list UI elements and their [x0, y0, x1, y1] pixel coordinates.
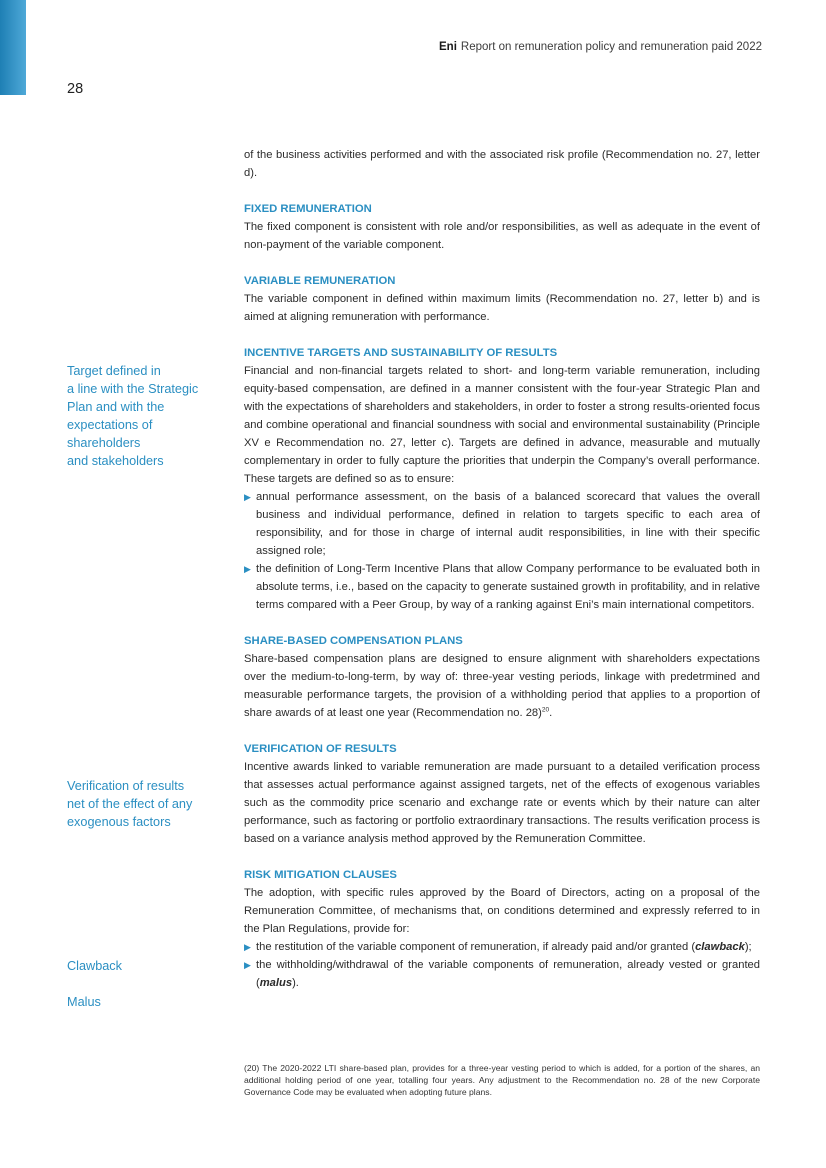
page-header	[439, 41, 762, 53]
heading-incentive-targets: INCENTIVE TARGETS AND SUSTAINABILITY OF RESULTS	[244, 347, 558, 359]
bullet-item	[244, 560, 760, 614]
clawback-term: clawback	[695, 941, 745, 953]
bullet-arrow-icon: ▶	[244, 564, 251, 574]
bullet-item	[244, 488, 760, 560]
bullet-arrow-icon: ▶	[244, 960, 251, 970]
bullet-arrow-icon: ▶	[244, 942, 251, 952]
heading-variable-remuneration: VARIABLE REMUNERATION	[244, 275, 396, 287]
intro-paragraph: of the business activities performed and with the associated risk profile (Recommendation no. 27, letter d).	[244, 149, 760, 179]
corner-color-tab	[0, 0, 26, 95]
clawback-text: the restitution of the variable component of remuneration, if already paid and/or granted (	[256, 941, 696, 953]
sidebar-note-line: expectations of	[67, 418, 153, 432]
sidebar-note-line: and stakeholders	[67, 454, 164, 468]
footnote: (20) The 2020-2022 LTI share-based plan, provides for a three-year vesting period to which is added, for a portion of the shares, an additional holding period of one year, totalling four years. Any adjustment to the Recommendation no. 28 of the new Corporate Governance Code may be evaluated when adopting future plans.	[244, 1063, 760, 1097]
sidebar-note-line: a line with the Strategic	[67, 382, 199, 396]
share-plans-end: .	[549, 707, 553, 719]
sidebar-note-line: Target defined in	[67, 364, 161, 378]
sidebar-note-line: Verification of results	[67, 779, 185, 793]
sidebar-label-malus: Malus	[67, 995, 101, 1009]
paragraph-verification-of-results: Incentive awards linked to variable remuneration are made pursuant to a detailed verification process that assesses actual performance against assigned targets, net of the effects of exogenous variables such as the commodity price scenario and exchange rate or events which by their nature can alter performance, such as factoring or portfolio extraordinary transactions. The results verification process is based on a variance analysis method approved by the Remuneration Committee.	[244, 761, 760, 845]
report-title: Report on remuneration policy and remuneration paid 2022	[460, 41, 762, 53]
sidebar-note-targets	[67, 362, 198, 470]
clawback-text-end: );	[744, 941, 752, 953]
page-number: 28	[67, 81, 84, 97]
malus-text-end: ).	[292, 977, 299, 989]
bullet-item-malus	[244, 956, 760, 992]
sidebar-label-clawback: Clawback	[67, 959, 122, 973]
bullet-arrow-icon: ▶	[244, 492, 251, 502]
paragraph-fixed-remuneration: The fixed component is consistent with role and/or responsibilities, as well as adequate in the event of non-payment of the variable component.	[244, 221, 760, 251]
malus-term: malus	[259, 977, 293, 989]
paragraph-variable-remuneration: The variable component in defined within maximum limits (Recommendation no. 27, letter b) and is aimed at aligning remuneration with performance.	[244, 293, 760, 323]
footnote-reference[interactable]: 20	[541, 706, 550, 714]
bullet-text: the definition of Long-Term Incentive Plans that allow Company performance to be evaluated both in absolute terms, i.e., based on the capacity to generate sustained growth in profitability, and in relative terms compared with a Peer Group, by way of a ranking against Eni’s main international competitors.	[256, 563, 760, 611]
paragraph-share-based-plans	[244, 650, 760, 722]
paragraph-risk-mitigation: The adoption, with specific rules approved by the Board of Directors, acting on a proposal of the Remuneration Committee, of mechanisms that, on conditions determined and expressly referred to in the Plan Regulations, provide for:	[244, 887, 760, 935]
brand-name: Eni	[439, 41, 457, 53]
bullet-item-clawback	[244, 938, 760, 956]
malus-text: the withholding/withdrawal of the variable components of remuneration, already vested or granted (	[256, 959, 760, 989]
heading-share-based-plans: SHARE-BASED COMPENSATION PLANS	[244, 635, 463, 647]
paragraph-incentive-targets: Financial and non-financial targets related to short- and long-term variable remuneration, including equity-based compensation, are defined in a manner consistent with the four-year Strategic Plan and with the expectations of shareholders and stakeholders, in order to foster a strong results-oriented focus and combine operational and financial soundness with social and environmental sustainability (Principle XV e Recommendation no. 27, letter c). Targets are defined in advance, measurable and mutually complementary in order to fully capture the priorities that underpin the Company’s overall performance. These targets are defined so as to ensure:	[244, 365, 760, 485]
heading-fixed-remuneration: FIXED REMUNERATION	[244, 203, 372, 215]
sidebar-note-line: shareholders	[67, 436, 141, 450]
heading-risk-mitigation: RISK MITIGATION CLAUSES	[244, 869, 397, 881]
sidebar-note-line: Plan and with the	[67, 400, 165, 414]
bullet-text: annual performance assessment, on the basis of a balanced scorecard that values the overall business and individual performance, defined in relation to targets specific to each area of responsibility, and for those in charge of internal audit responsibilities, in line with their specific assigned role;	[256, 491, 760, 557]
share-plans-text: Share-based compensation plans are designed to ensure alignment with shareholders expectations over the medium-to-long-term, by way of: three-year vesting periods, linkage with predetrmined and measurable performance targets, the provision of a withholding period that applies to a proportion of share awards of at least one year (Recommendation no. 28)	[244, 653, 760, 719]
sidebar-note-verification	[67, 777, 192, 831]
main-text-column	[244, 146, 760, 992]
sidebar-note-line: net of the effect of any	[67, 797, 193, 811]
heading-verification-of-results: VERIFICATION OF RESULTS	[244, 743, 397, 755]
sidebar-note-line: exogenous factors	[67, 815, 171, 829]
